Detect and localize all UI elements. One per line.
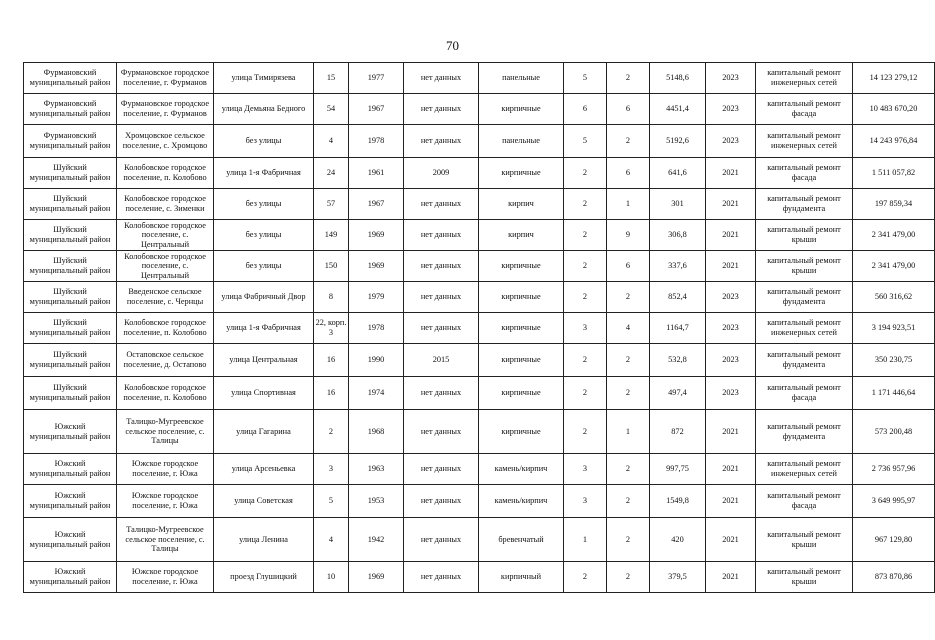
cell-entrances: 9 <box>607 220 650 251</box>
table-row <box>24 189 935 220</box>
table-row <box>24 158 935 189</box>
cell-repair-type: капитальный ремонт инженерных сетей <box>756 313 853 344</box>
cell-area: 301 <box>650 189 706 220</box>
cell-repair-type: капитальный ремонт крыши <box>756 562 853 593</box>
cell-repair-type: капитальный ремонт инженерных сетей <box>756 63 853 94</box>
cell-cost: 350 230,75 <box>853 344 935 377</box>
cell-wall-material: кирпичные <box>479 94 564 125</box>
cell-repair-year: 2023 <box>706 125 756 158</box>
cell-area: 852,4 <box>650 282 706 313</box>
cell-house-number: 150 <box>314 251 349 282</box>
cell-entrances: 1 <box>607 189 650 220</box>
cell-area: 420 <box>650 518 706 562</box>
cell-renovation-year: нет данных <box>404 485 479 518</box>
cell-district: Шуйский муниципальный район <box>24 377 117 410</box>
cell-entrances: 1 <box>607 410 650 454</box>
cell-entrances: 2 <box>607 485 650 518</box>
cell-street: улица Центральная <box>214 344 314 377</box>
cell-repair-year: 2021 <box>706 454 756 485</box>
cell-district: Шуйский муниципальный район <box>24 344 117 377</box>
cell-wall-material: камень/кирпич <box>479 485 564 518</box>
cell-district: Шуйский муниципальный район <box>24 282 117 313</box>
table-row <box>24 410 935 454</box>
cell-entrances: 2 <box>607 377 650 410</box>
cell-renovation-year: нет данных <box>404 377 479 410</box>
cell-district: Шуйский муниципальный район <box>24 220 117 251</box>
cell-year-built: 1969 <box>349 251 404 282</box>
cell-floors: 6 <box>564 94 607 125</box>
cell-street: улица Арсеньевка <box>214 454 314 485</box>
cell-street: улица Спортивная <box>214 377 314 410</box>
cell-renovation-year: нет данных <box>404 562 479 593</box>
cell-repair-type: капитальный ремонт фундамента <box>756 410 853 454</box>
cell-area: 872 <box>650 410 706 454</box>
cell-repair-year: 2023 <box>706 344 756 377</box>
cell-floors: 2 <box>564 410 607 454</box>
cell-year-built: 1974 <box>349 377 404 410</box>
cell-repair-year: 2023 <box>706 313 756 344</box>
cell-renovation-year: нет данных <box>404 63 479 94</box>
cell-settlement: Колобовское городское поселение, с. Центральный <box>117 251 214 282</box>
cell-settlement: Колобовское городское поселение, п. Колобово <box>117 377 214 410</box>
cell-house-number: 15 <box>314 63 349 94</box>
cell-settlement: Хромцовское сельское поселение, с. Хромцово <box>117 125 214 158</box>
cell-repair-year: 2021 <box>706 220 756 251</box>
cell-renovation-year: нет данных <box>404 125 479 158</box>
cell-entrances: 6 <box>607 251 650 282</box>
cell-floors: 2 <box>564 158 607 189</box>
cell-renovation-year: нет данных <box>404 313 479 344</box>
table-row <box>24 562 935 593</box>
cell-area: 5192,6 <box>650 125 706 158</box>
cell-area: 1164,7 <box>650 313 706 344</box>
cell-year-built: 1963 <box>349 454 404 485</box>
cell-repair-type: капитальный ремонт крыши <box>756 518 853 562</box>
cell-settlement: Южское городское поселение, г. Южа <box>117 454 214 485</box>
cell-wall-material: кирпичные <box>479 313 564 344</box>
cell-repair-year: 2021 <box>706 158 756 189</box>
cell-settlement: Колобовское городское поселение, п. Колобово <box>117 158 214 189</box>
housing-repair-table <box>23 62 935 593</box>
cell-cost: 1 511 057,82 <box>853 158 935 189</box>
cell-district: Шуйский муниципальный район <box>24 158 117 189</box>
cell-wall-material: камень/кирпич <box>479 454 564 485</box>
cell-entrances: 4 <box>607 313 650 344</box>
cell-area: 641,6 <box>650 158 706 189</box>
cell-street: без улицы <box>214 251 314 282</box>
cell-district: Южский муниципальный район <box>24 410 117 454</box>
cell-settlement: Остаповское сельское поселение, д. Остапово <box>117 344 214 377</box>
cell-repair-type: капитальный ремонт фасада <box>756 485 853 518</box>
cell-settlement: Введенское сельское поселение, с. Чернцы <box>117 282 214 313</box>
cell-street: улица Демьяна Бедного <box>214 94 314 125</box>
cell-cost: 560 316,62 <box>853 282 935 313</box>
cell-year-built: 1978 <box>349 125 404 158</box>
cell-district: Шуйский муниципальный район <box>24 313 117 344</box>
page-number: 70 <box>446 38 459 53</box>
cell-repair-type: капитальный ремонт крыши <box>756 220 853 251</box>
cell-year-built: 1968 <box>349 410 404 454</box>
cell-repair-type: капитальный ремонт инженерных сетей <box>756 125 853 158</box>
cell-floors: 2 <box>564 251 607 282</box>
cell-district: Фурмановский муниципальный район <box>24 63 117 94</box>
cell-wall-material: панельные <box>479 125 564 158</box>
cell-area: 497,4 <box>650 377 706 410</box>
cell-renovation-year: нет данных <box>404 454 479 485</box>
cell-house-number: 10 <box>314 562 349 593</box>
cell-year-built: 1978 <box>349 313 404 344</box>
cell-renovation-year: нет данных <box>404 282 479 313</box>
cell-settlement: Фурмановское городское поселение, г. Фурманов <box>117 94 214 125</box>
cell-wall-material: кирпичные <box>479 251 564 282</box>
cell-floors: 3 <box>564 313 607 344</box>
cell-settlement: Колобовское городское поселение, с. Центральный <box>117 220 214 251</box>
cell-wall-material: кирпичные <box>479 344 564 377</box>
cell-entrances: 6 <box>607 158 650 189</box>
cell-street: улица Ленина <box>214 518 314 562</box>
cell-wall-material: кирпичный <box>479 562 564 593</box>
cell-wall-material: кирпичные <box>479 410 564 454</box>
cell-repair-year: 2021 <box>706 562 756 593</box>
cell-street: проезд Глушицкий <box>214 562 314 593</box>
cell-repair-type: капитальный ремонт фундамента <box>756 282 853 313</box>
cell-settlement: Южское городское поселение, г. Южа <box>117 562 214 593</box>
table-row <box>24 454 935 485</box>
cell-cost: 2 341 479,00 <box>853 251 935 282</box>
cell-district: Южский муниципальный район <box>24 485 117 518</box>
cell-repair-year: 2021 <box>706 485 756 518</box>
cell-renovation-year: 2009 <box>404 158 479 189</box>
cell-street: улица 1-я Фабричная <box>214 158 314 189</box>
cell-floors: 2 <box>564 344 607 377</box>
cell-settlement: Фурмановское городское поселение, г. Фурманов <box>117 63 214 94</box>
cell-district: Южский муниципальный район <box>24 518 117 562</box>
cell-entrances: 2 <box>607 518 650 562</box>
cell-area: 379,5 <box>650 562 706 593</box>
cell-area: 4451,4 <box>650 94 706 125</box>
cell-area: 5148,6 <box>650 63 706 94</box>
cell-settlement: Талицко-Мугреевское сельское поселение, с. Талицы <box>117 410 214 454</box>
cell-floors: 2 <box>564 220 607 251</box>
cell-house-number: 2 <box>314 410 349 454</box>
cell-year-built: 1969 <box>349 220 404 251</box>
cell-repair-year: 2021 <box>706 410 756 454</box>
cell-cost: 967 129,80 <box>853 518 935 562</box>
cell-wall-material: кирпич <box>479 220 564 251</box>
cell-repair-year: 2021 <box>706 189 756 220</box>
cell-house-number: 16 <box>314 377 349 410</box>
cell-floors: 3 <box>564 454 607 485</box>
cell-house-number: 149 <box>314 220 349 251</box>
cell-district: Южский муниципальный район <box>24 562 117 593</box>
cell-wall-material: кирпичные <box>479 377 564 410</box>
cell-repair-type: капитальный ремонт крыши <box>756 251 853 282</box>
cell-cost: 2 736 957,96 <box>853 454 935 485</box>
cell-year-built: 1990 <box>349 344 404 377</box>
cell-renovation-year: нет данных <box>404 410 479 454</box>
table-row <box>24 377 935 410</box>
cell-wall-material: кирпичные <box>479 158 564 189</box>
cell-repair-type: капитальный ремонт фасада <box>756 377 853 410</box>
table-row <box>24 344 935 377</box>
cell-renovation-year: нет данных <box>404 518 479 562</box>
cell-district: Шуйский муниципальный район <box>24 189 117 220</box>
cell-street: без улицы <box>214 220 314 251</box>
cell-district: Шуйский муниципальный район <box>24 251 117 282</box>
cell-floors: 5 <box>564 63 607 94</box>
table-row <box>24 251 935 282</box>
cell-floors: 2 <box>564 562 607 593</box>
cell-house-number: 4 <box>314 518 349 562</box>
cell-repair-year: 2023 <box>706 63 756 94</box>
cell-settlement: Колобовское городское поселение, с. Зименки <box>117 189 214 220</box>
cell-house-number: 5 <box>314 485 349 518</box>
cell-cost: 197 859,34 <box>853 189 935 220</box>
cell-floors: 2 <box>564 377 607 410</box>
cell-floors: 1 <box>564 518 607 562</box>
cell-renovation-year: нет данных <box>404 220 479 251</box>
table-row <box>24 485 935 518</box>
cell-house-number: 16 <box>314 344 349 377</box>
cell-street: улица Советская <box>214 485 314 518</box>
cell-year-built: 1953 <box>349 485 404 518</box>
cell-entrances: 2 <box>607 63 650 94</box>
cell-entrances: 2 <box>607 344 650 377</box>
cell-house-number: 24 <box>314 158 349 189</box>
cell-renovation-year: 2015 <box>404 344 479 377</box>
cell-repair-year: 2023 <box>706 94 756 125</box>
cell-repair-year: 2023 <box>706 282 756 313</box>
table-row <box>24 63 935 94</box>
cell-renovation-year: нет данных <box>404 189 479 220</box>
cell-settlement: Южское городское поселение, г. Южа <box>117 485 214 518</box>
cell-street: улица 1-я Фабричная <box>214 313 314 344</box>
cell-year-built: 1977 <box>349 63 404 94</box>
cell-district: Фурмановский муниципальный район <box>24 125 117 158</box>
cell-repair-type: капитальный ремонт фасада <box>756 94 853 125</box>
cell-district: Фурмановский муниципальный район <box>24 94 117 125</box>
cell-year-built: 1942 <box>349 518 404 562</box>
cell-entrances: 2 <box>607 562 650 593</box>
cell-repair-year: 2021 <box>706 251 756 282</box>
cell-street: улица Гагарина <box>214 410 314 454</box>
cell-wall-material: кирпич <box>479 189 564 220</box>
cell-street: улица Фабричный Двор <box>214 282 314 313</box>
cell-entrances: 2 <box>607 125 650 158</box>
cell-floors: 2 <box>564 189 607 220</box>
cell-year-built: 1979 <box>349 282 404 313</box>
cell-house-number: 54 <box>314 94 349 125</box>
cell-repair-type: капитальный ремонт фундамента <box>756 189 853 220</box>
cell-wall-material: панельные <box>479 63 564 94</box>
cell-repair-year: 2023 <box>706 377 756 410</box>
cell-house-number: 22, корп. 3 <box>314 313 349 344</box>
cell-year-built: 1967 <box>349 189 404 220</box>
cell-house-number: 8 <box>314 282 349 313</box>
cell-repair-type: капитальный ремонт фасада <box>756 158 853 189</box>
cell-wall-material: бревенчатый <box>479 518 564 562</box>
table-row <box>24 94 935 125</box>
cell-street: улица Тимирязева <box>214 63 314 94</box>
cell-floors: 3 <box>564 485 607 518</box>
cell-year-built: 1961 <box>349 158 404 189</box>
cell-area: 997,75 <box>650 454 706 485</box>
cell-cost: 1 171 446,64 <box>853 377 935 410</box>
cell-cost: 873 870,86 <box>853 562 935 593</box>
cell-area: 532,8 <box>650 344 706 377</box>
cell-repair-type: капитальный ремонт инженерных сетей <box>756 454 853 485</box>
cell-area: 1549,8 <box>650 485 706 518</box>
cell-year-built: 1969 <box>349 562 404 593</box>
cell-area: 306,8 <box>650 220 706 251</box>
cell-cost: 573 200,48 <box>853 410 935 454</box>
cell-entrances: 6 <box>607 94 650 125</box>
cell-cost: 14 123 279,12 <box>853 63 935 94</box>
cell-house-number: 57 <box>314 189 349 220</box>
cell-settlement: Талицко-Мугреевское сельское поселение, с. Талицы <box>117 518 214 562</box>
cell-repair-year: 2021 <box>706 518 756 562</box>
cell-cost: 2 341 479,00 <box>853 220 935 251</box>
cell-area: 337,6 <box>650 251 706 282</box>
table-row <box>24 125 935 158</box>
table-row <box>24 518 935 562</box>
cell-wall-material: кирпичные <box>479 282 564 313</box>
cell-entrances: 2 <box>607 454 650 485</box>
cell-entrances: 2 <box>607 282 650 313</box>
cell-floors: 5 <box>564 125 607 158</box>
table-row <box>24 220 935 251</box>
table-row <box>24 313 935 344</box>
cell-floors: 2 <box>564 282 607 313</box>
cell-house-number: 3 <box>314 454 349 485</box>
cell-renovation-year: нет данных <box>404 94 479 125</box>
table-body <box>24 63 935 593</box>
cell-house-number: 4 <box>314 125 349 158</box>
cell-settlement: Колобовское городское поселение, п. Колобово <box>117 313 214 344</box>
cell-street: без улицы <box>214 125 314 158</box>
cell-renovation-year: нет данных <box>404 251 479 282</box>
cell-street: без улицы <box>214 189 314 220</box>
table-row <box>24 282 935 313</box>
cell-cost: 10 483 670,20 <box>853 94 935 125</box>
cell-cost: 3 194 923,51 <box>853 313 935 344</box>
cell-cost: 3 649 995,97 <box>853 485 935 518</box>
cell-cost: 14 243 976,84 <box>853 125 935 158</box>
cell-repair-type: капитальный ремонт фундамента <box>756 344 853 377</box>
cell-district: Южский муниципальный район <box>24 454 117 485</box>
cell-year-built: 1967 <box>349 94 404 125</box>
